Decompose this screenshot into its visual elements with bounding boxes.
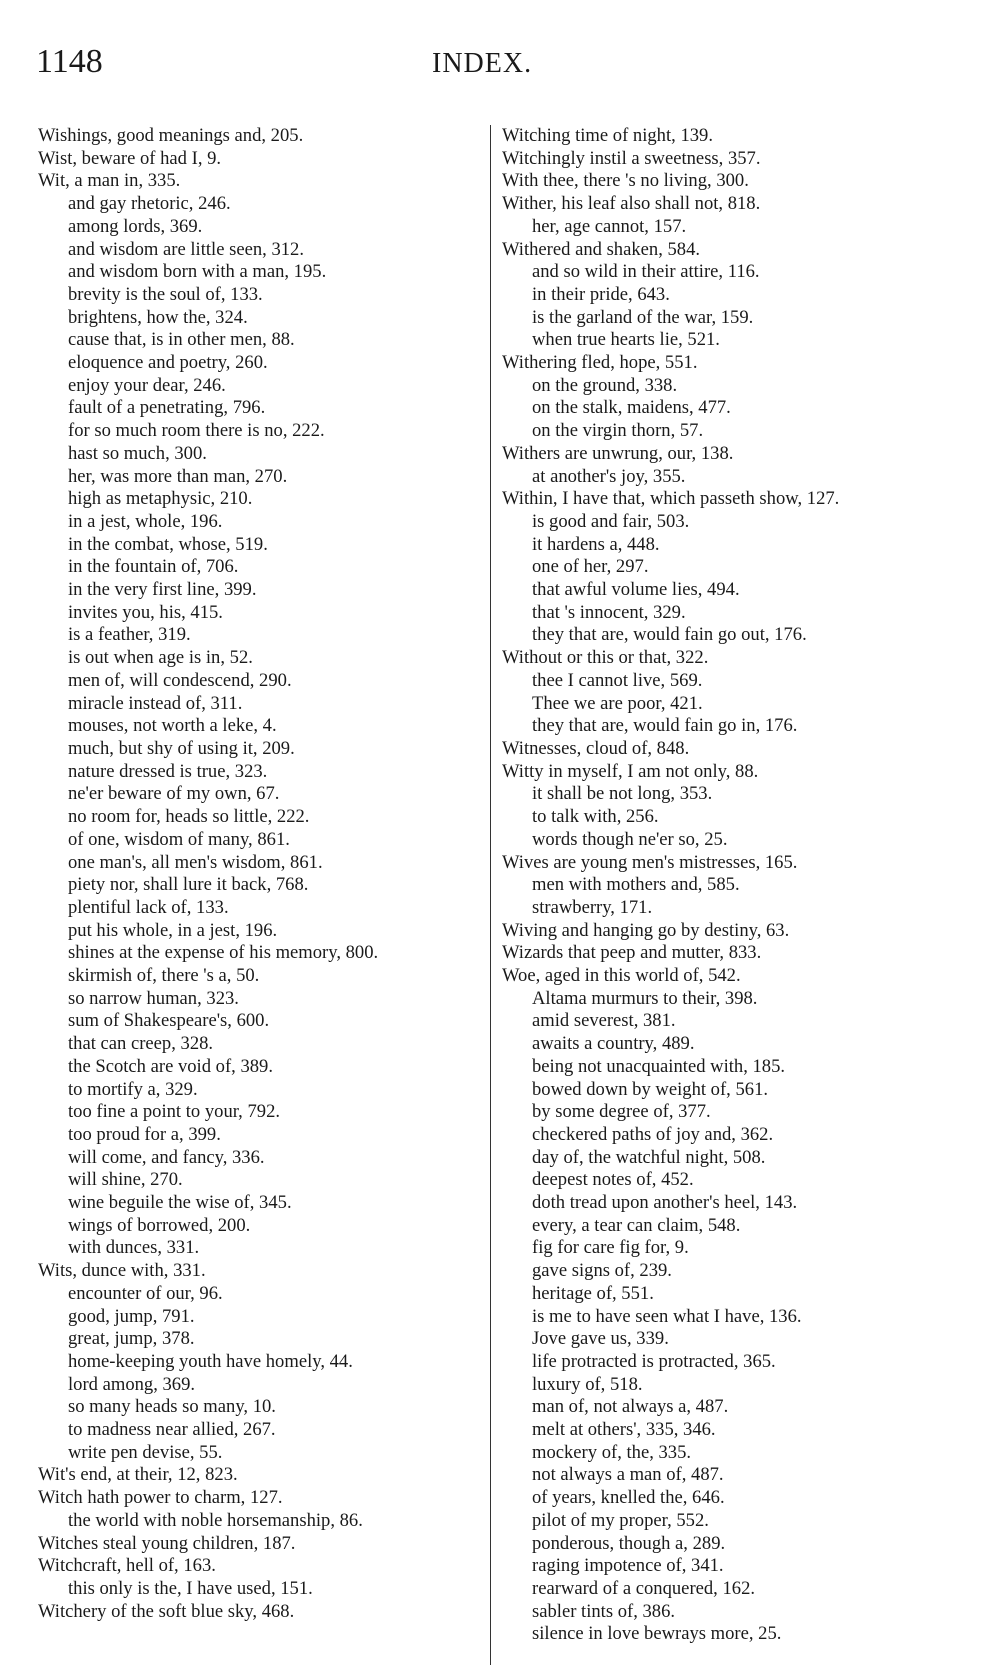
index-subentry: in the fountain of, 706. [68,556,239,578]
index-subentry: ne'er beware of my own, 67. [68,783,280,805]
index-column-left [38,125,482,1623]
index-entry: Wishings, good meanings and, 205. [38,125,304,146]
index-subentry: man of, not always a, 487. [532,1396,729,1418]
index-subentry: that can creep, 328. [68,1033,214,1055]
index-subentry: home-keeping youth have homely, 44. [68,1350,353,1372]
index-subentry: on the stalk, maidens, 477. [532,397,731,419]
index-entry: Witty in myself, I am not only, 88. [502,760,759,782]
index-subentry: miracle instead of, 311. [68,692,243,714]
index-subentry: in a jest, whole, 196. [68,510,223,532]
index-entry: Witches steal young children, 187. [38,1532,296,1554]
index-subentry: will shine, 270. [68,1169,183,1191]
index-subentry: her, age cannot, 157. [532,215,687,237]
index-entry: Witchcraft, hell of, 163. [38,1555,216,1577]
index-subentry: shines at the expense of his memory, 800. [68,942,379,964]
index-entry: Withered and shaken, 584. [502,238,701,260]
index-subentry: and wisdom are little seen, 312. [68,238,304,260]
index-subentry: on the ground, 338. [532,374,678,396]
index-entry: Withers are unwrung, our, 138. [502,442,734,464]
index-subentry: of one, wisdom of many, 861. [68,828,290,850]
index-subentry: Jove gave us, 339. [532,1328,669,1350]
index-subentry: her, was more than man, 270. [68,465,288,487]
index-subentry: mouses, not worth a leke, 4. [68,715,277,737]
index-entry: Wiving and hanging go by destiny, 63. [502,919,790,941]
index-subentry: is good and fair, 503. [532,510,690,532]
index-subentry: brevity is the soul of, 133. [68,283,263,305]
index-subentry: too proud for a, 399. [68,1123,221,1145]
index-subentry: Thee we are poor, 421. [532,692,703,714]
index-subentry: will come, and fancy, 336. [68,1146,265,1168]
index-subentry: raging impotence of, 341. [532,1555,724,1577]
index-entry: Witch hath power to charm, 127. [38,1487,283,1509]
index-subentry: nature dressed is true, 323. [68,760,268,782]
index-subentry: is me to have seen what I have, 136. [532,1305,802,1327]
index-subentry: sum of Shakespeare's, 600. [68,1010,270,1032]
index-subentry: not always a man of, 487. [532,1464,724,1486]
index-subentry: it hardens a, 448. [532,533,660,555]
index-subentry: thee I cannot live, 569. [532,669,703,691]
index-subentry: in their pride, 643. [532,283,670,305]
index-subentry: so many heads so many, 10. [68,1396,276,1418]
index-subentry: enjoy your dear, 246. [68,374,226,396]
index-subentry: words though ne'er so, 25. [532,828,728,850]
index-subentry: the world with noble horsemanship, 86. [68,1509,363,1531]
index-subentry: high as metaphysic, 210. [68,488,253,510]
index-subentry: day of, the watchful night, 508. [532,1146,766,1168]
index-subentry: ponderous, though a, 289. [532,1532,726,1554]
index-subentry: for so much room there is no, 222. [68,420,325,442]
index-subentry: it shall be not long, 353. [532,783,713,805]
index-subentry: much, but shy of using it, 209. [68,737,295,759]
index-subentry: luxury of, 518. [532,1373,643,1395]
index-subentry: fault of a penetrating, 796. [68,397,266,419]
index-subentry: wine beguile the wise of, 345. [68,1192,292,1214]
index-subentry: of years, knelled the, 646. [532,1487,725,1509]
index-subentry: one of her, 297. [532,556,649,578]
index-subentry: this only is the, I have used, 151. [68,1578,313,1599]
index-subentry: and so wild in their attire, 116. [532,261,760,283]
index-subentry: too fine a point to your, 792. [68,1101,281,1123]
index-subentry: sabler tints of, 386. [532,1600,676,1622]
index-subentry: checkered paths of joy and, 362. [532,1123,774,1145]
page-header [0,36,1000,96]
index-subentry: to talk with, 256. [532,806,659,828]
index-subentry: bowed down by weight of, 561. [532,1078,769,1100]
index-subentry: they that are, would fain go in, 176. [532,715,798,737]
index-entry: Wizards that peep and mutter, 833. [502,942,762,964]
index-subentry: Altama murmurs to their, 398. [532,987,758,1009]
index-subentry: cause that, is in other men, 88. [68,329,295,351]
index-subentry: in the combat, whose, 519. [68,533,268,555]
index-subentry: is out when age is in, 52. [68,647,253,669]
index-subentry: silence in love bewrays more, 25. [532,1623,782,1645]
index-subentry: is a feather, 319. [68,624,191,646]
index-subentry: pilot of my proper, 552. [532,1509,709,1531]
index-subentry: is the garland of the war, 159. [532,306,754,328]
index-subentry: skirmish of, there 's a, 50. [68,965,260,987]
index-subentry: mockery of, the, 335. [532,1441,692,1463]
index-subentry: that awful volume lies, 494. [532,579,740,601]
index-entry: Wit's end, at their, 12, 823. [38,1464,238,1486]
column-divider [490,125,491,1665]
index-subentry: heritage of, 551. [532,1282,654,1304]
index-subentry: invites you, his, 415. [68,601,223,623]
index-subentry: amid severest, 381. [532,1010,676,1032]
index-subentry: in the very first line, 399. [68,579,257,601]
index-entry: Witchingly instil a sweetness, 357. [502,147,761,169]
index-subentry: every, a tear can claim, 548. [532,1214,741,1236]
index-subentry: so narrow human, 323. [68,987,239,1009]
index-subentry: among lords, 369. [68,215,203,237]
index-entry: Wives are young men's mistresses, 165. [502,851,798,873]
index-subentry: put his whole, in a jest, 196. [68,919,278,941]
index-subentry: gave signs of, 239. [532,1260,672,1282]
index-entry: Withering fled, hope, 551. [502,352,698,374]
index-entry: With thee, there 's no living, 300. [502,170,749,192]
index-subentry: doth tread upon another's heel, 143. [532,1192,798,1214]
index-subentry: hast so much, 300. [68,442,207,464]
index-subentry: write pen devise, 55. [68,1441,223,1463]
index-subentry: awaits a country, 489. [532,1033,695,1055]
index-entry: Without or this or that, 322. [502,647,709,669]
index-subentry: deepest notes of, 452. [532,1169,694,1191]
index-subentry: plentiful lack of, 133. [68,896,229,918]
index-entry: Wit, a man in, 335. [38,170,181,192]
index-subentry: brightens, how the, 324. [68,306,248,328]
index-entry: Wither, his leaf also shall not, 818. [502,193,761,215]
index-subentry: encounter of our, 96. [68,1282,223,1304]
index-entry: Witchery of the soft blue sky, 468. [38,1600,295,1622]
index-subentry: no room for, heads so little, 222. [68,806,310,828]
index-subentry: they that are, would fain go out, 176. [532,624,807,646]
index-subentry: piety nor, shall lure it back, 768. [68,874,309,896]
index-subentry: strawberry, 171. [532,896,653,918]
index-subentry: to madness near allied, 267. [68,1419,276,1441]
index-subentry: great, jump, 378. [68,1328,195,1350]
index-subentry: with dunces, 331. [68,1237,200,1259]
index-subentry: melt at others', 335, 346. [532,1419,716,1441]
index-subentry: wings of borrowed, 200. [68,1214,251,1236]
page-number: 1148 [36,43,103,80]
index-subentry: and wisdom born with a man, 195. [68,261,327,283]
index-subentry: men with mothers and, 585. [532,874,740,896]
index-subentry: when true hearts lie, 521. [532,329,720,351]
index-subentry: eloquence and poetry, 260. [68,352,268,374]
index-entry: Witching time of night, 139. [502,125,713,146]
index-entry: Wits, dunce with, 331. [38,1260,206,1282]
index-subentry: good, jump, 791. [68,1305,195,1327]
index-subentry: at another's joy, 355. [532,465,686,487]
index-subentry: being not unacquainted with, 185. [532,1055,786,1077]
index-subentry: and gay rhetoric, 246. [68,193,231,215]
index-subentry: that 's innocent, 329. [532,601,686,623]
index-entry: Witnesses, cloud of, 848. [502,737,690,759]
index-subentry: rearward of a conquered, 162. [532,1578,756,1599]
index-subentry: to mortify a, 329. [68,1078,198,1100]
index-subentry: life protracted is protracted, 365. [532,1350,776,1372]
index-column-right [502,125,938,1646]
index-subentry: fig for care fig for, 9. [532,1237,689,1259]
index-entry: Woe, aged in this world of, 542. [502,965,741,987]
index-subentry: lord among, 369. [68,1373,196,1395]
index-entry: Within, I have that, which passeth show, 127. [502,488,840,510]
index-subentry: men of, will condescend, 290. [68,669,292,691]
running-title: INDEX. [432,48,533,79]
index-subentry: on the virgin thorn, 57. [532,420,704,442]
index-subentry: the Scotch are void of, 389. [68,1055,273,1077]
index-subentry: by some degree of, 377. [532,1101,711,1123]
index-subentry: one man's, all men's wisdom, 861. [68,851,323,873]
index-entry: Wist, beware of had I, 9. [38,147,222,169]
